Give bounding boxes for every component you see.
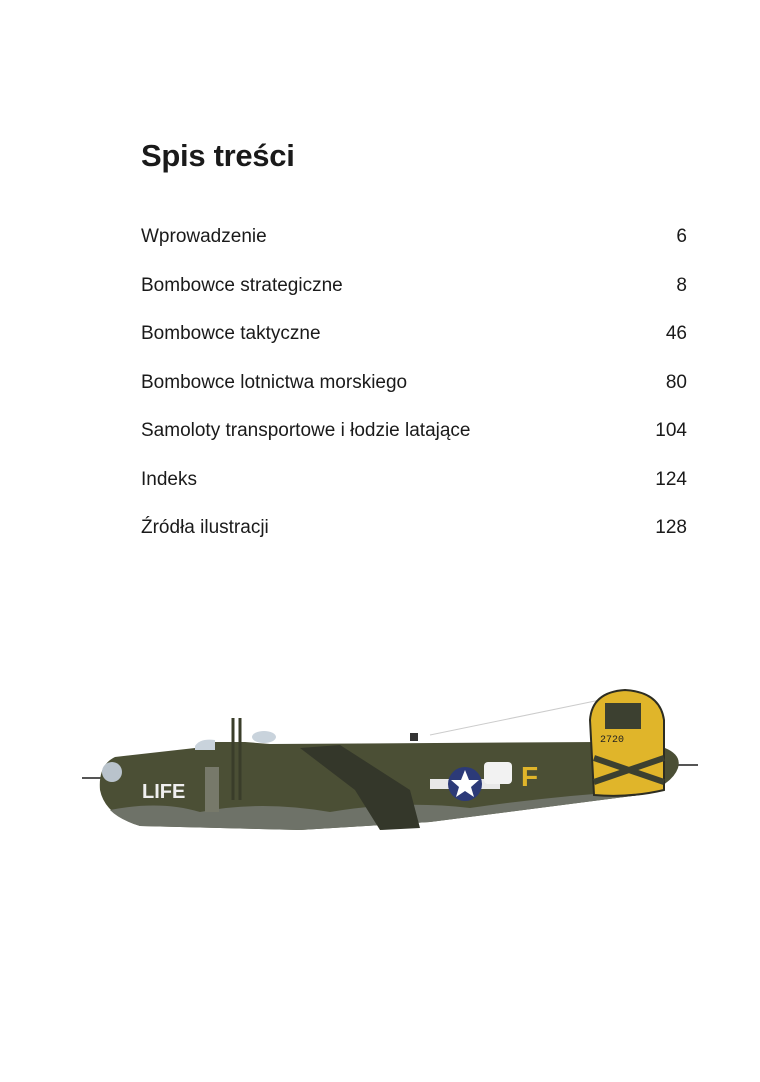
toc-entry-page: 104 bbox=[655, 420, 687, 441]
cockpit-window bbox=[195, 740, 215, 750]
toc-entry-page: 8 bbox=[676, 274, 687, 296]
toc-entry-label: Samoloty transportowe i łodzie latające bbox=[141, 420, 471, 441]
nose-turret bbox=[102, 762, 122, 782]
astrodome bbox=[410, 733, 418, 741]
tail-panel bbox=[605, 703, 641, 729]
nose-art: LIFE bbox=[142, 781, 186, 803]
toc-entry-label: Źródła ilustracji bbox=[141, 517, 269, 538]
toc-entry-page: 6 bbox=[676, 226, 687, 247]
toc-entry-page: 46 bbox=[665, 323, 687, 344]
toc-entry-label: Indeks bbox=[141, 468, 197, 490]
toc-entry-page: 124 bbox=[655, 468, 687, 490]
tail-number: 2720 bbox=[600, 735, 625, 746]
antenna-wire bbox=[430, 700, 600, 735]
toc-entry-label: Bombowce taktyczne bbox=[141, 323, 321, 344]
page-title: Spis treści bbox=[141, 138, 295, 173]
toc-entry-label: Wprowadzenie bbox=[141, 226, 267, 247]
code-letter: F bbox=[521, 761, 539, 792]
top-turret bbox=[252, 731, 276, 743]
toc-entry-label: Bombowce strategiczne bbox=[141, 274, 343, 296]
bomb-bay-door bbox=[205, 767, 219, 812]
squadron-code bbox=[484, 762, 512, 784]
toc-entry-label: Bombowce lotnictwa morskiego bbox=[141, 371, 408, 393]
toc-entry-page: 80 bbox=[665, 371, 687, 393]
toc-entry-page: 128 bbox=[655, 517, 687, 538]
